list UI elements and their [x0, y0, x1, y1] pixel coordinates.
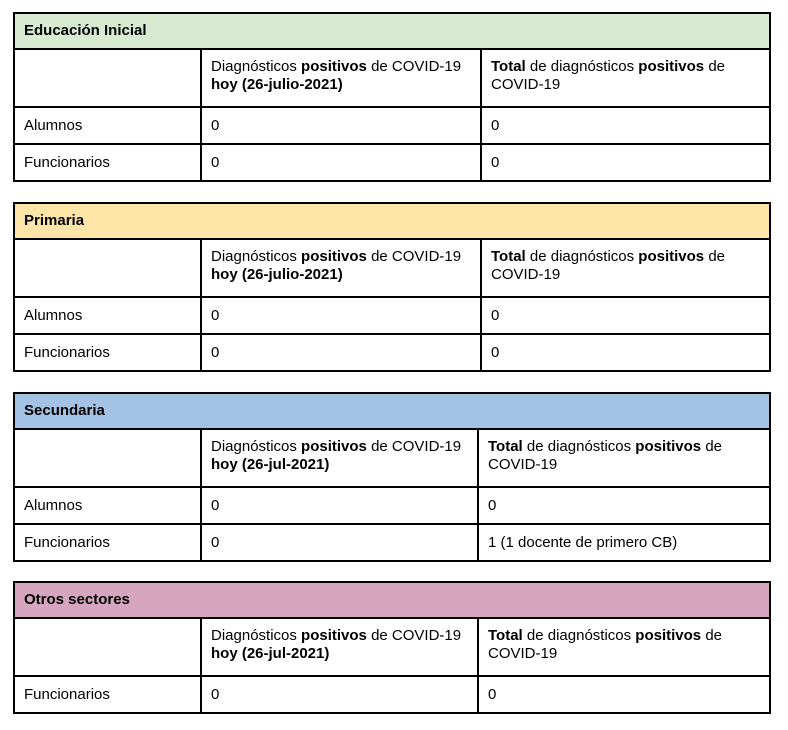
row-label: Alumnos: [14, 107, 201, 144]
table-row: [14, 144, 770, 181]
table-educacion-inicial: [13, 12, 771, 182]
cell-hoy: 0: [201, 524, 478, 561]
cell-total: 0: [481, 334, 770, 371]
cell-total: 0: [478, 676, 770, 713]
table-primaria: [13, 202, 771, 372]
cell-total: 0: [481, 144, 770, 181]
column-header-hoy: Diagnósticos positivos de COVID-19 hoy (26-julio-2021): [201, 49, 481, 107]
table-secundaria: [13, 392, 771, 562]
empty-header-cell: [14, 429, 201, 487]
column-header-hoy: Diagnósticos positivos de COVID-19 hoy (26-jul-2021): [201, 429, 478, 487]
section-header-row: [14, 393, 770, 429]
column-header-row: [14, 618, 770, 676]
column-header-hoy: Diagnósticos positivos de COVID-19 hoy (26-julio-2021): [201, 239, 481, 297]
column-header-hoy: Diagnósticos positivos de COVID-19 hoy (26-jul-2021): [201, 618, 478, 676]
section-header-row: [14, 203, 770, 239]
column-header-row: [14, 239, 770, 297]
cell-hoy: 0: [201, 144, 481, 181]
section-title: Educación Inicial: [14, 13, 770, 49]
row-label: Funcionarios: [14, 144, 201, 181]
empty-header-cell: [14, 239, 201, 297]
row-label: Alumnos: [14, 487, 201, 524]
empty-header-cell: [14, 49, 201, 107]
table-row: [14, 334, 770, 371]
row-label: Funcionarios: [14, 676, 201, 713]
table-row: [14, 487, 770, 524]
cell-total: 0: [481, 297, 770, 334]
row-label: Funcionarios: [14, 524, 201, 561]
cell-hoy: 0: [201, 487, 478, 524]
column-header-total: Total de diagnósticos positivos de COVID-19: [478, 429, 770, 487]
column-header-total: Total de diagnósticos positivos de COVID-19: [481, 49, 770, 107]
section-title: Secundaria: [14, 393, 770, 429]
section-header-row: [14, 13, 770, 49]
column-header-row: [14, 49, 770, 107]
section-title: Otros sectores: [14, 582, 770, 618]
row-label: Alumnos: [14, 297, 201, 334]
empty-header-cell: [14, 618, 201, 676]
table-otros-sectores: [13, 581, 771, 714]
table-row: [14, 524, 770, 561]
column-header-total: Total de diagnósticos positivos de COVID-19: [481, 239, 770, 297]
cell-hoy: 0: [201, 676, 478, 713]
cell-hoy: 0: [201, 297, 481, 334]
cell-hoy: 0: [201, 334, 481, 371]
table-row: [14, 676, 770, 713]
row-label: Funcionarios: [14, 334, 201, 371]
cell-total: 0: [481, 107, 770, 144]
cell-hoy: 0: [201, 107, 481, 144]
column-header-row: [14, 429, 770, 487]
column-header-total: Total de diagnósticos positivos de COVID-19: [478, 618, 770, 676]
cell-total: 1 (1 docente de primero CB): [478, 524, 770, 561]
section-title: Primaria: [14, 203, 770, 239]
cell-total: 0: [478, 487, 770, 524]
table-row: [14, 107, 770, 144]
section-header-row: [14, 582, 770, 618]
table-row: [14, 297, 770, 334]
